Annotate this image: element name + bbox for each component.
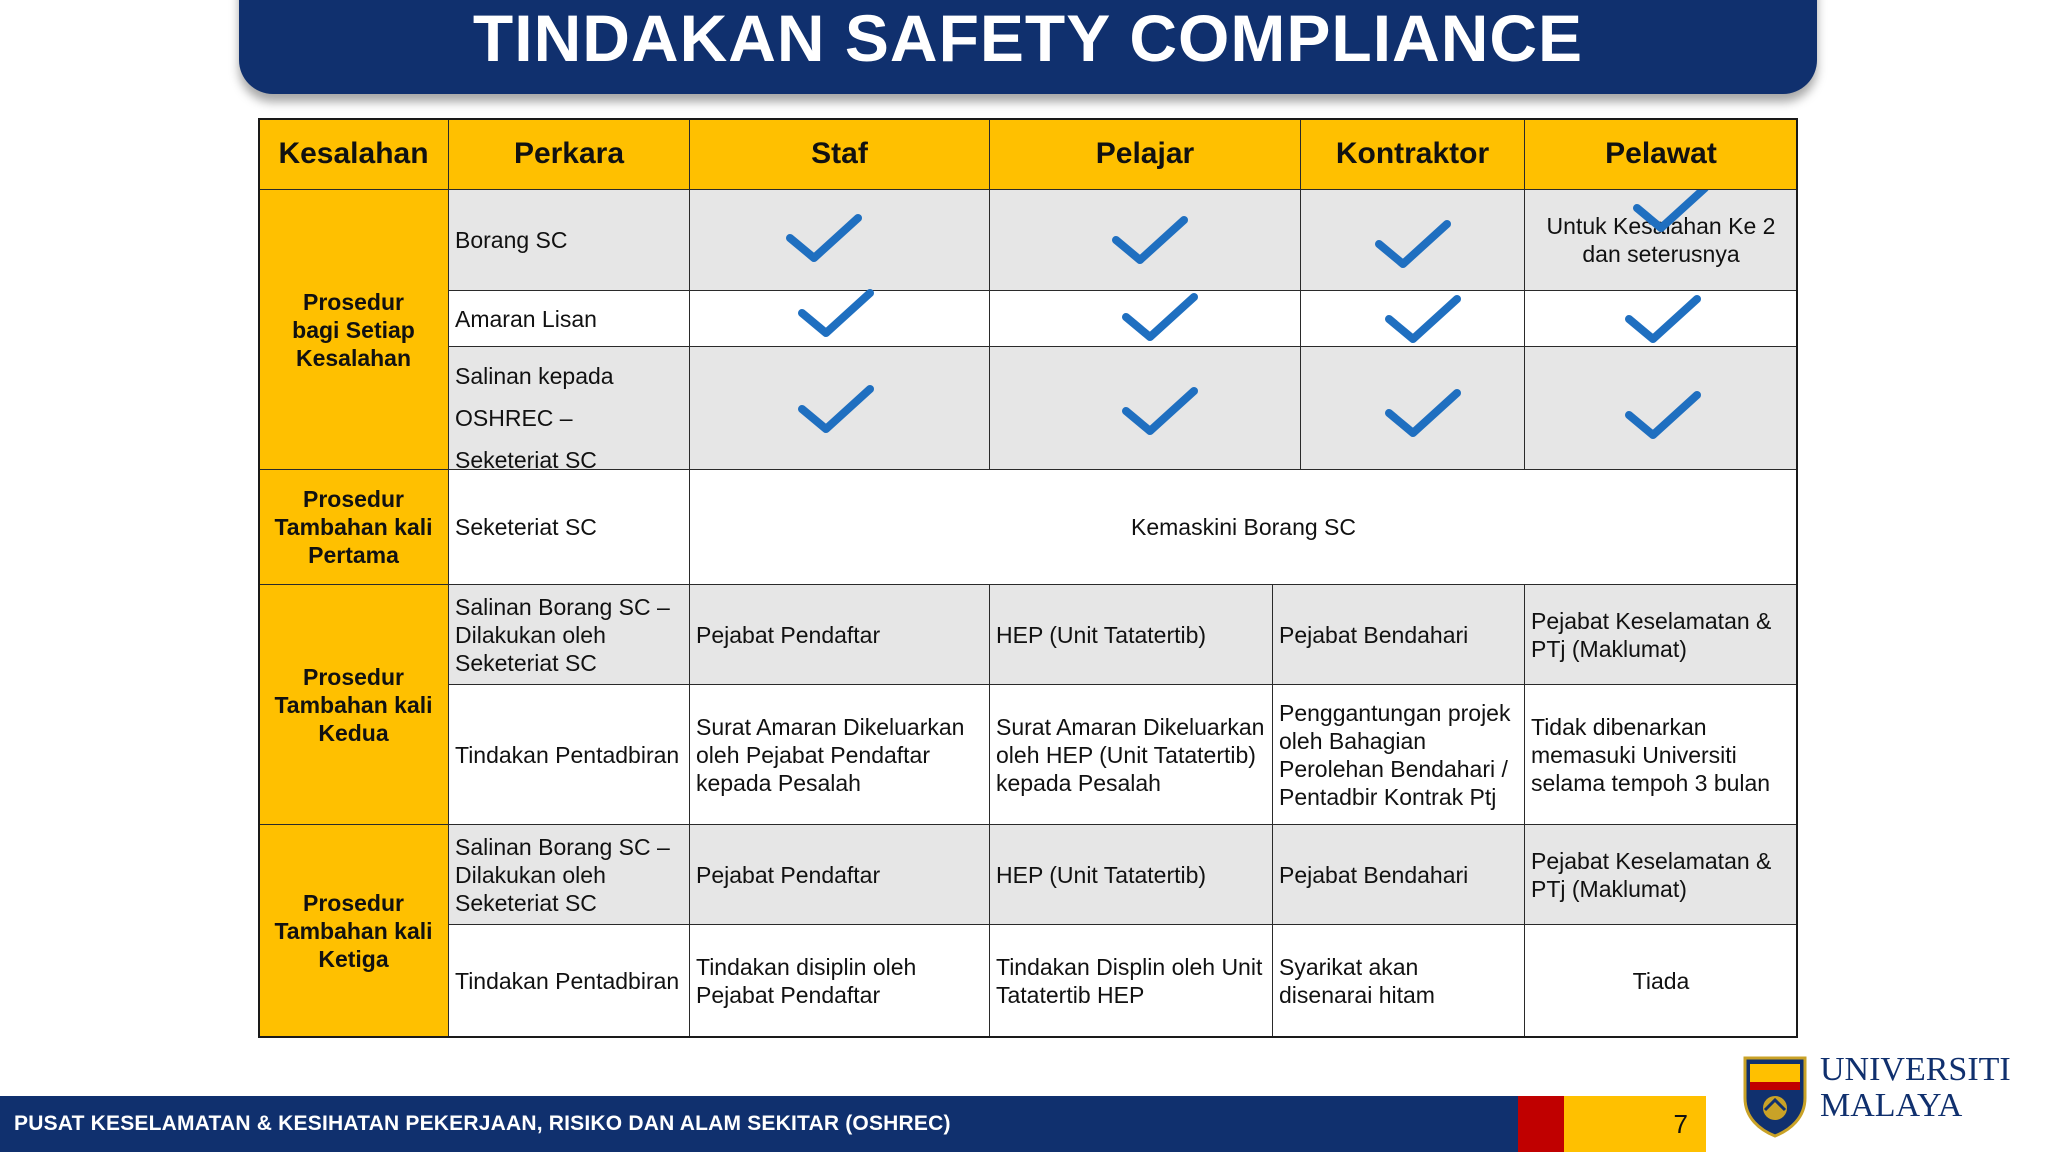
pelajar-cell: HEP (Unit Tatatertib): [989, 824, 1273, 925]
staf-cell: [689, 346, 990, 470]
perkara-cell: Borang SC: [448, 189, 690, 291]
check-icon: [1112, 214, 1188, 266]
perkara-line: OSHREC –: [455, 405, 573, 431]
pelawat-cell: Tiada: [1524, 924, 1798, 1038]
check-icon: [1633, 189, 1709, 234]
kontraktor-cell: [1300, 189, 1525, 291]
kontraktor-cell: Syarikat akan disenarai hitam: [1272, 924, 1525, 1038]
pelajar-cell: Tindakan Displin oleh Unit Tatatertib HEP: [989, 924, 1273, 1038]
staf-cell: Pejabat Pendaftar: [689, 584, 990, 685]
pelawat-cell: [1524, 346, 1798, 470]
staf-cell: [689, 189, 990, 291]
staf-cell: Tindakan disiplin oleh Pejabat Pendaftar: [689, 924, 990, 1038]
perkara-cell: Salinan Borang SC – Dilakukan oleh Seketeriat SC: [448, 584, 690, 685]
perkara-line: Seketeriat SC: [455, 447, 597, 470]
perkara-line: Salinan kepada: [455, 363, 614, 389]
check-icon: [1625, 389, 1701, 441]
logo-wordmark: [1820, 1052, 2011, 1124]
perkara-cell: Salinan Borang SC – Dilakukan oleh Seketeriat SC: [448, 824, 690, 925]
title-banner: [239, 0, 1817, 94]
check-icon: [1122, 385, 1198, 437]
merged-action-cell: Kemaskini Borang SC: [689, 469, 1798, 585]
pelawat-cell: [1524, 290, 1798, 347]
check-icon: [1625, 293, 1701, 345]
pelawat-cell: Tidak dibenarkan memasuki Universiti selama tempoh 3 bulan: [1524, 684, 1798, 825]
check-icon: [786, 212, 862, 264]
perkara-cell: Seketeriat SC: [448, 469, 690, 585]
perkara-cell: [448, 346, 690, 470]
pelawat-cell: [1524, 189, 1798, 291]
header-staf: Staf: [689, 118, 990, 190]
university-crest-icon: [1740, 1052, 1810, 1138]
pelawat-note: Untuk Kesalahan Ke 2 dan seterusnya: [1546, 213, 1776, 267]
section-label: [258, 189, 449, 470]
pelajar-cell: Surat Amaran Dikeluarkan oleh HEP (Unit Tatatertib) kepada Pesalah: [989, 684, 1273, 825]
page-number: 7: [1673, 1108, 1688, 1139]
section-label: [258, 469, 449, 585]
footer-accent-yellow: [1564, 1096, 1706, 1152]
staf-cell: Pejabat Pendaftar: [689, 824, 990, 925]
section-label-text: Prosedur Tambahan kali Ketiga: [274, 890, 433, 972]
section-label: [258, 584, 449, 825]
page-title: TINDAKAN SAFETY COMPLIANCE: [472, 1, 1584, 75]
footer-bar: [0, 1096, 1518, 1152]
kontraktor-cell: Pejabat Bendahari: [1272, 584, 1525, 685]
pelajar-cell: [989, 346, 1301, 470]
kontraktor-cell: [1300, 346, 1525, 470]
university-logo: [1740, 1052, 2040, 1142]
header-pelawat: Pelawat: [1524, 118, 1798, 190]
section-label: [258, 824, 449, 1038]
check-icon: [798, 383, 874, 435]
pelawat-cell: Pejabat Keselamatan & PTj (Maklumat): [1524, 824, 1798, 925]
pelajar-cell: [989, 290, 1301, 347]
pelajar-cell: HEP (Unit Tatatertib): [989, 584, 1273, 685]
staf-cell: [689, 290, 990, 347]
check-icon: [1385, 293, 1461, 345]
check-icon: [798, 287, 874, 339]
section-label-text: Prosedur bagi Setiap Kesalahan: [292, 288, 415, 371]
header-perkara: Perkara: [448, 118, 690, 190]
staf-cell: Surat Amaran Dikeluarkan oleh Pejabat Pendaftar kepada Pesalah: [689, 684, 990, 825]
footer-accent-red: [1518, 1096, 1564, 1152]
compliance-table: [258, 118, 1798, 1038]
kontraktor-cell: [1300, 290, 1525, 347]
logo-line-2: MALAYA: [1820, 1087, 1963, 1124]
footer-text: PUSAT KESELAMATAN & KESIHATAN PEKERJAAN, RISIKO DAN ALAM SEKITAR (OSHREC): [14, 1112, 951, 1135]
header-pelajar: Pelajar: [989, 118, 1301, 190]
section-label-text: Prosedur Tambahan kali Kedua: [274, 663, 433, 746]
pelajar-cell: [989, 189, 1301, 291]
perkara-cell: Tindakan Pentadbiran: [448, 684, 690, 825]
header-kontraktor: Kontraktor: [1300, 118, 1525, 190]
section-label-text: Prosedur Tambahan kali Pertama: [274, 486, 433, 568]
check-icon: [1122, 291, 1198, 343]
pelawat-cell: Pejabat Keselamatan & PTj (Maklumat): [1524, 584, 1798, 685]
check-icon: [1385, 387, 1461, 439]
perkara-cell: Tindakan Pentadbiran: [448, 924, 690, 1038]
header-kesalahan: Kesalahan: [258, 118, 449, 190]
kontraktor-cell: Pejabat Bendahari: [1272, 824, 1525, 925]
kontraktor-cell: Penggantungan projek oleh Bahagian Perolehan Bendahari / Pentadbir Kontrak Ptj: [1272, 684, 1525, 825]
logo-line-1: UNIVERSITI: [1820, 1051, 2011, 1088]
check-icon: [1375, 218, 1451, 270]
perkara-cell: Amaran Lisan: [448, 290, 690, 347]
